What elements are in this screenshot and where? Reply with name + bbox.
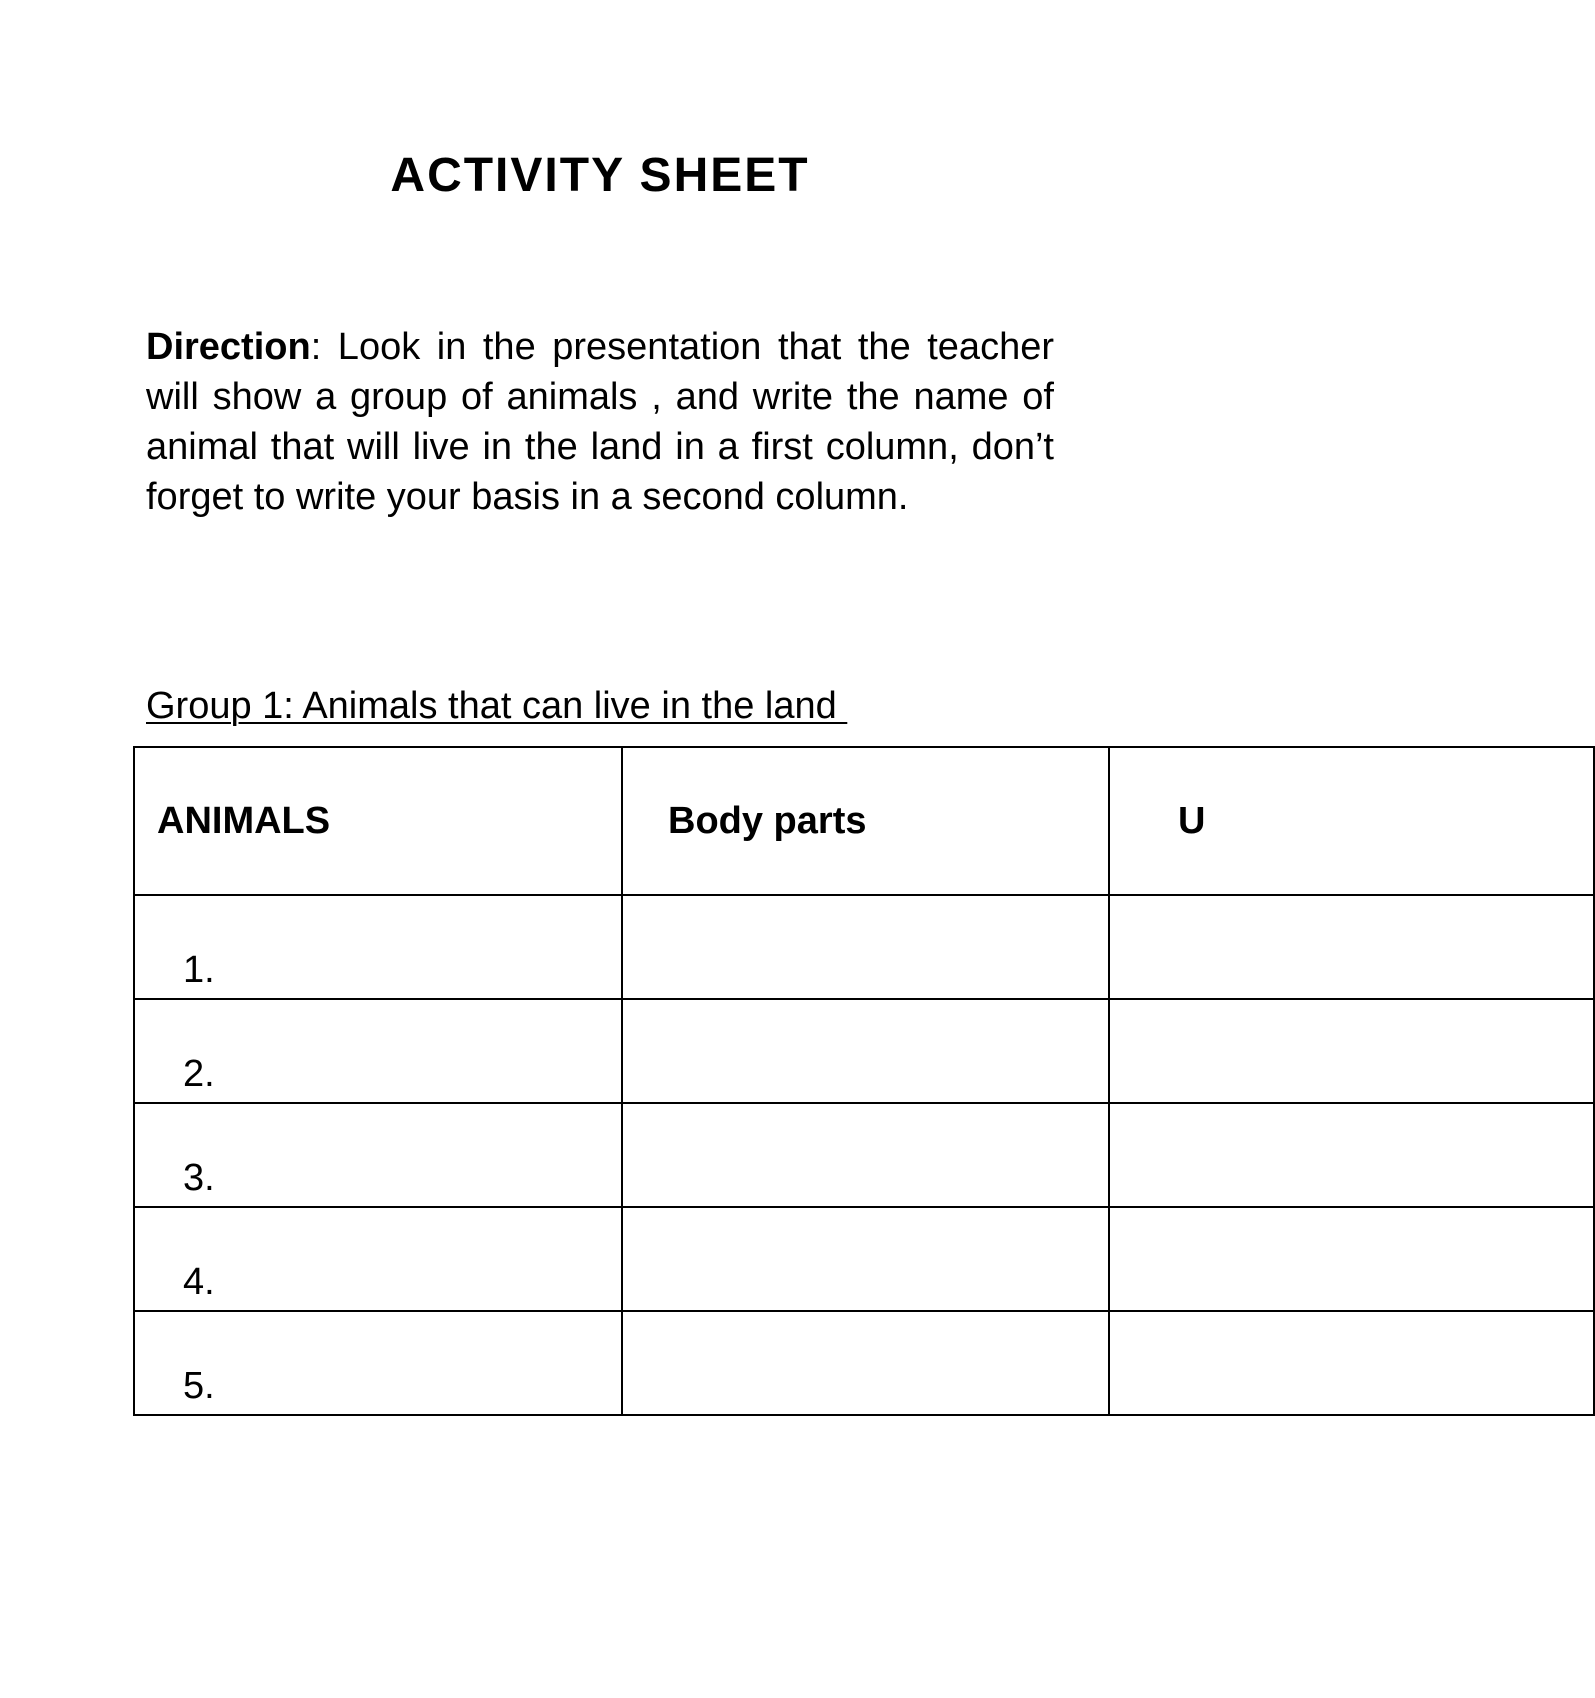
third-column-cell[interactable] xyxy=(1109,895,1594,999)
direction-text: : Look in the presentation that the teacher will show a group of animals , and write the name of animal that will live in the land in a first column, don’t forget to write your basis in a second column. xyxy=(146,326,1054,518)
group-heading: Group 1: Animals that can live in the land xyxy=(146,685,848,727)
table-row xyxy=(134,1311,1594,1415)
body-parts-cell[interactable] xyxy=(622,999,1109,1103)
table-row xyxy=(134,1103,1594,1207)
animal-cell[interactable]: 4. xyxy=(134,1207,622,1311)
third-column-cell[interactable] xyxy=(1109,999,1594,1103)
animal-cell[interactable]: 5. xyxy=(134,1311,622,1415)
header-body-parts: Body parts xyxy=(622,747,1109,895)
body-parts-cell[interactable] xyxy=(622,895,1109,999)
activity-table xyxy=(133,746,1595,1416)
table-row xyxy=(134,895,1594,999)
direction-label: Direction xyxy=(146,326,311,368)
table-row xyxy=(134,1207,1594,1311)
animal-cell[interactable]: 1. xyxy=(134,895,622,999)
animal-cell[interactable]: 2. xyxy=(134,999,622,1103)
page-title: ACTIVITY SHEET xyxy=(390,149,810,202)
direction-paragraph xyxy=(146,322,1054,522)
header-third-column: U xyxy=(1109,747,1594,895)
table-row xyxy=(134,999,1594,1103)
third-column-cell[interactable] xyxy=(1109,1103,1594,1207)
body-parts-cell[interactable] xyxy=(622,1311,1109,1415)
body-parts-cell[interactable] xyxy=(622,1103,1109,1207)
third-column-cell[interactable] xyxy=(1109,1207,1594,1311)
body-parts-cell[interactable] xyxy=(622,1207,1109,1311)
table-header-row xyxy=(134,747,1594,895)
header-animals: ANIMALS xyxy=(134,747,622,895)
animal-cell[interactable]: 3. xyxy=(134,1103,622,1207)
third-column-cell[interactable] xyxy=(1109,1311,1594,1415)
